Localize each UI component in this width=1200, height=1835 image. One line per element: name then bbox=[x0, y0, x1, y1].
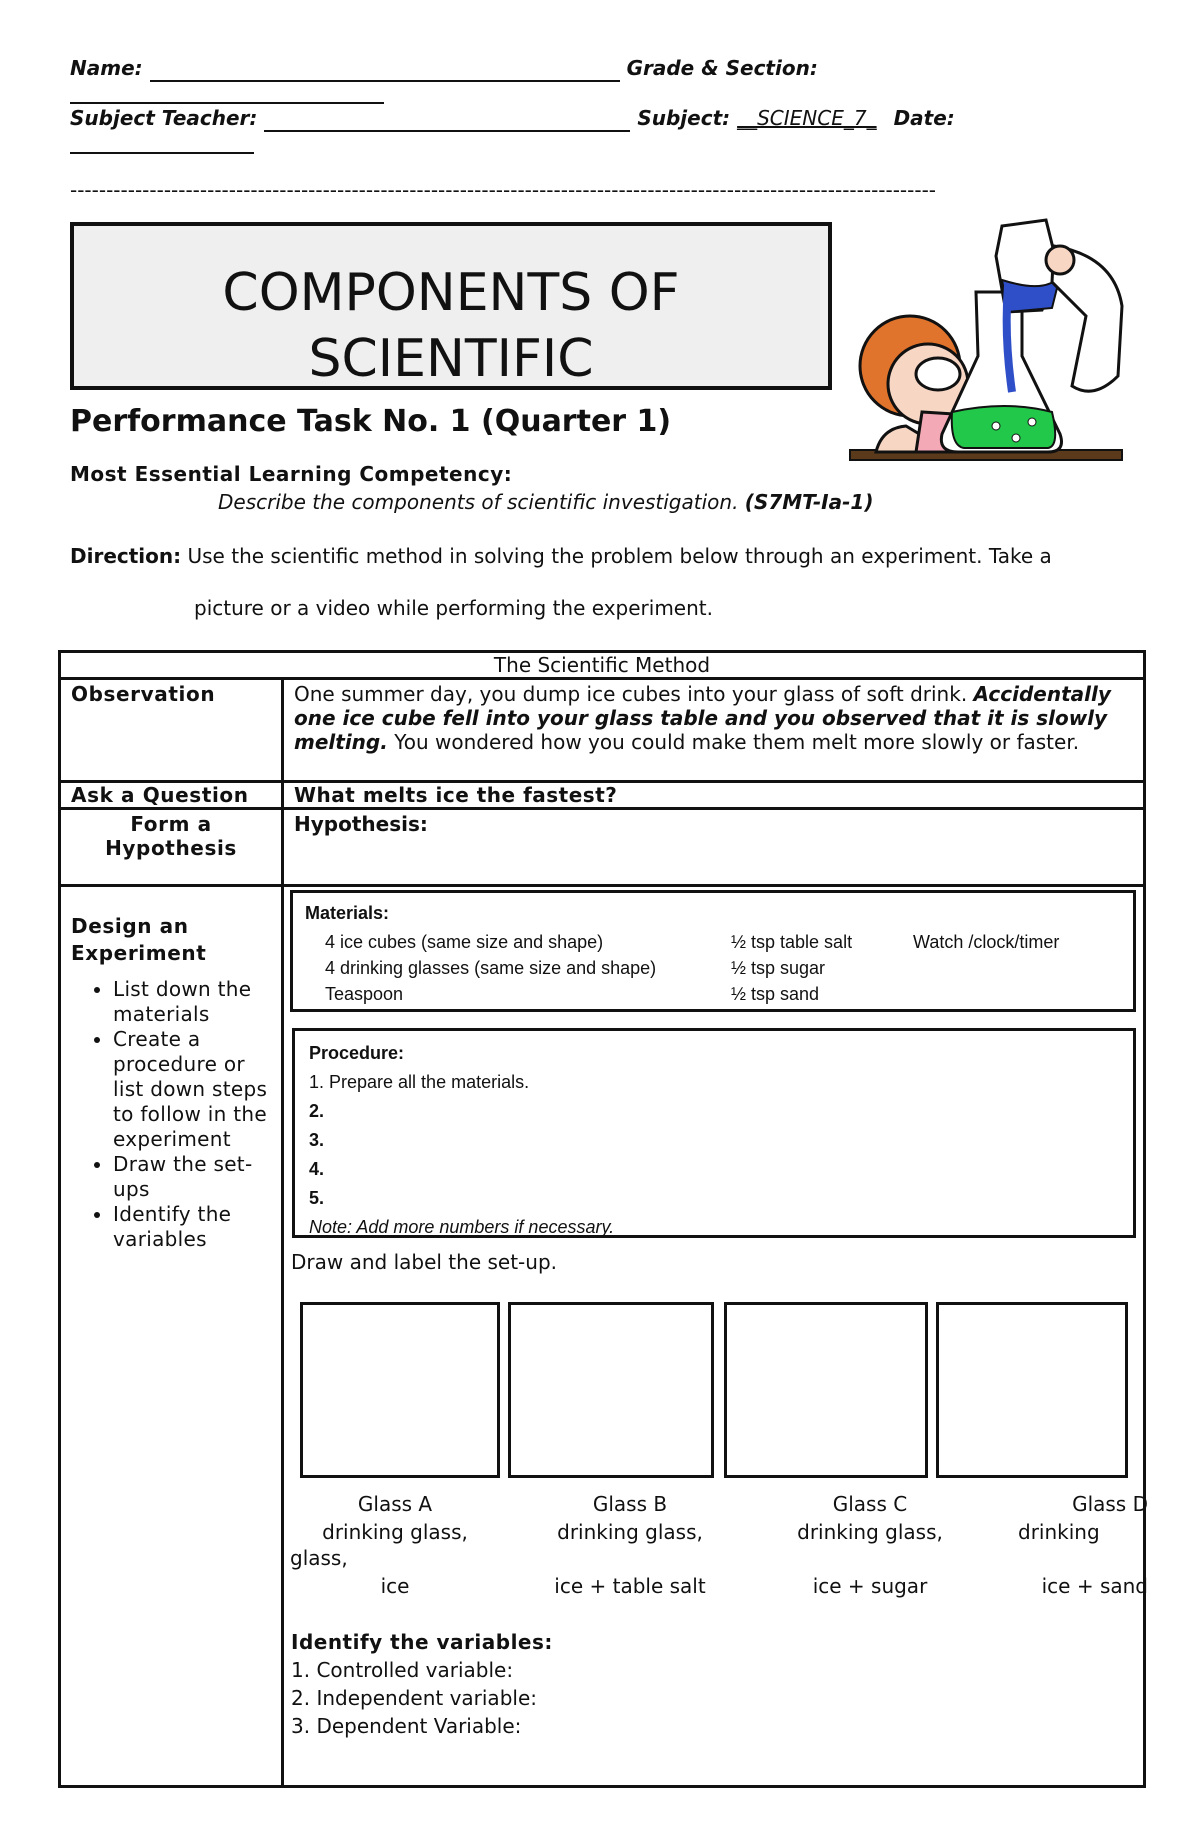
variables-label: Identify the variables: bbox=[291, 1630, 553, 1654]
observation-cell bbox=[283, 679, 1145, 782]
table-row bbox=[60, 679, 1145, 782]
materials-box bbox=[290, 890, 1136, 1012]
variables-section bbox=[291, 1628, 553, 1740]
name-label: Name: bbox=[70, 56, 143, 80]
observation-text-2: You wondered how you could make them melt more slowly or faster. bbox=[394, 730, 1080, 754]
list-item: • List down the materials bbox=[113, 977, 271, 1027]
material-item: 4 ice cubes (same size and shape) bbox=[325, 932, 604, 952]
material-item: Teaspoon bbox=[325, 984, 404, 1004]
grade-label: Grade & Section: bbox=[626, 56, 818, 80]
observation-text-1: One summer day, you dump ice cubes into your glass of soft drink. bbox=[294, 682, 968, 706]
competency-label: Most Essential Learning Competency: bbox=[70, 462, 513, 486]
bubble-icon bbox=[1012, 434, 1020, 442]
design-cell bbox=[60, 886, 283, 1787]
direction-text-1: Use the scientific method in solving the problem below through an experiment. Take a bbox=[187, 544, 1052, 568]
glass-b-label bbox=[530, 1490, 730, 1546]
subject-label: Subject: bbox=[637, 106, 731, 130]
title-line-1: COMPONENTS OF bbox=[222, 263, 680, 323]
variable-item[interactable]: 2. Independent variable: bbox=[291, 1686, 537, 1710]
teacher-row bbox=[70, 106, 955, 132]
date-field[interactable] bbox=[70, 152, 254, 154]
question-text: What melts ice the fastest? bbox=[283, 782, 1145, 809]
scientist-illustration bbox=[846, 216, 1126, 474]
hypothesis-cell[interactable] bbox=[283, 809, 1145, 886]
list-item: • Draw the set-ups bbox=[113, 1152, 271, 1202]
glass-name: Glass C bbox=[832, 1492, 908, 1516]
drawing-box-glass-d[interactable] bbox=[936, 1302, 1128, 1478]
list-item: • Create a procedure or list down steps to follow in the experiment bbox=[113, 1027, 271, 1152]
materials-col-1 bbox=[325, 929, 656, 1007]
subject-value: __SCIENCE_7_ bbox=[737, 106, 877, 130]
material-item: ½ tsp table salt bbox=[731, 932, 853, 952]
list-item: • Identify the variables bbox=[113, 1202, 271, 1252]
procedure-step: 3. bbox=[309, 1130, 325, 1150]
glass-desc: drinking glass, bbox=[322, 1520, 468, 1544]
observation-bold: Accidentally one ice cube fell into your glass table and you observed that it is slowly melting. bbox=[294, 682, 1111, 754]
name-field[interactable] bbox=[150, 56, 620, 82]
glass-content: ice + sugar bbox=[812, 1574, 928, 1598]
table-row bbox=[60, 652, 1145, 679]
draw-label: Draw and label the set-up. bbox=[291, 1250, 557, 1274]
observation-label: Observation bbox=[60, 679, 283, 782]
table-row bbox=[60, 782, 1145, 809]
variable-item[interactable]: 3. Dependent Variable: bbox=[291, 1714, 522, 1738]
procedure-step: 2. bbox=[309, 1101, 325, 1121]
competency-statement bbox=[218, 490, 873, 514]
flask-liquid bbox=[952, 406, 1055, 448]
procedure-label: Procedure: bbox=[309, 1043, 405, 1063]
direction-text-2: picture or a video while performing the experiment. bbox=[194, 596, 713, 620]
table-row bbox=[60, 809, 1145, 886]
material-item: 4 drinking glasses (same size and shape) bbox=[325, 958, 657, 978]
procedure-step: 5. bbox=[309, 1188, 325, 1208]
procedure-box bbox=[292, 1028, 1136, 1238]
glass-name: Glass A bbox=[357, 1492, 433, 1516]
material-item: ½ tsp sugar bbox=[731, 958, 826, 978]
direction-line-1 bbox=[70, 542, 1130, 570]
design-steps bbox=[71, 977, 271, 1252]
material-item: ½ tsp sand bbox=[731, 984, 820, 1004]
drawing-box-glass-a[interactable] bbox=[300, 1302, 500, 1478]
date-label: Date: bbox=[893, 106, 955, 130]
procedure-list bbox=[309, 1039, 614, 1242]
design-label: Design an Experiment bbox=[71, 914, 207, 965]
procedure-note: Note: Add more numbers if necessary. bbox=[309, 1217, 615, 1237]
glass-desc: drinking glass, bbox=[557, 1520, 703, 1544]
question-label: Ask a Question bbox=[60, 782, 283, 809]
glass-c-label bbox=[770, 1490, 970, 1546]
material-item: Watch /clock/timer bbox=[913, 932, 1060, 952]
glass-desc: drinking glass, bbox=[797, 1520, 943, 1544]
materials-col-2 bbox=[731, 929, 852, 1007]
glass-content: ice bbox=[380, 1574, 410, 1598]
glass-wrap: glass, bbox=[290, 1546, 348, 1570]
variable-item[interactable]: 1. Controlled variable: bbox=[291, 1658, 514, 1682]
separator: ------------------------------------------------------------------------------------------------------------------------ bbox=[70, 178, 937, 202]
bubble-icon bbox=[992, 422, 1000, 430]
table-title: The Scientific Method bbox=[60, 652, 1145, 679]
procedure-step: 1. Prepare all the materials. bbox=[309, 1072, 530, 1092]
drawing-box-glass-c[interactable] bbox=[724, 1302, 928, 1478]
glass-d-label bbox=[1010, 1490, 1148, 1546]
glass-desc: drinking bbox=[1018, 1520, 1100, 1544]
glass-content: ice + sand bbox=[1041, 1574, 1148, 1598]
glass-a-label bbox=[290, 1490, 500, 1546]
title-box bbox=[70, 222, 832, 390]
competency-text: Describe the components of scientific investigation. bbox=[218, 490, 739, 514]
grade-field[interactable] bbox=[70, 102, 384, 104]
glass-name: Glass D bbox=[1072, 1492, 1148, 1516]
goggles bbox=[916, 358, 960, 390]
procedure-step: 4. bbox=[309, 1159, 325, 1179]
materials-label: Materials: bbox=[305, 903, 390, 923]
scientist-hand-top bbox=[1046, 246, 1074, 274]
direction-label: Direction: bbox=[70, 544, 182, 568]
glass-content: ice + table salt bbox=[554, 1574, 706, 1598]
title-line-2: SCIENTIFIC bbox=[308, 329, 594, 389]
competency-code: (S7MT-Ia-1) bbox=[744, 490, 874, 514]
drawing-box-glass-b[interactable] bbox=[508, 1302, 714, 1478]
teacher-field[interactable] bbox=[264, 106, 630, 132]
hypothesis-text: Hypothesis: bbox=[294, 812, 428, 836]
glass-name: Glass B bbox=[592, 1492, 668, 1516]
bubble-icon bbox=[1028, 418, 1036, 426]
name-row bbox=[70, 56, 818, 82]
materials-col-3 bbox=[913, 929, 1059, 955]
hypothesis-label: Form a Hypothesis bbox=[60, 809, 283, 886]
teacher-label: Subject Teacher: bbox=[70, 106, 258, 130]
performance-task-heading: Performance Task No. 1 (Quarter 1) bbox=[70, 404, 672, 439]
